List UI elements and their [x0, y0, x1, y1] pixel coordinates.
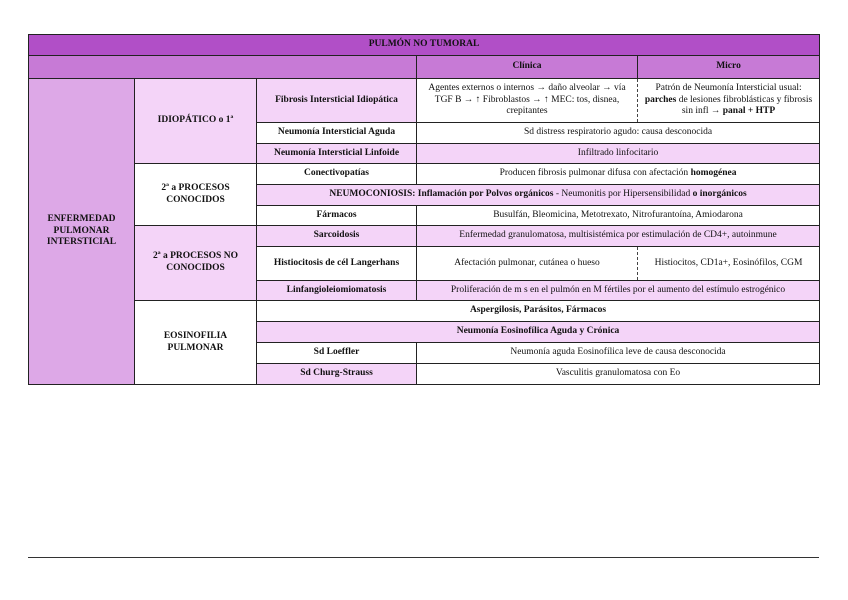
category-procesos-no-conocidos: 2ª a PROCESOS NO CONOCIDOS — [135, 226, 257, 301]
eosinofilia-banner-1: Aspergilosis, Parásitos, Fármacos — [257, 301, 820, 322]
micro-cell: Histiocitos, CD1a+, Eosinófilos, CGM — [638, 247, 820, 281]
description-cell: Neumonía aguda Eosinofílica leve de causa desconocida — [417, 343, 820, 364]
disease-name: Sarcoidosis — [257, 226, 417, 247]
table-title: PULMÓN NO TUMORAL — [29, 35, 820, 56]
disease-name: Neumonía Intersticial Linfoide — [257, 144, 417, 164]
col-header-clinica: Clínica — [417, 56, 638, 79]
disease-name: Fármacos — [257, 206, 417, 226]
disease-name: Sd Churg-Strauss — [257, 364, 417, 385]
description-cell: Enfermedad granulomatosa, multisistémica por estimulación de CD4+, autoinmune — [417, 226, 820, 247]
clinica-cell: Afectación pulmonar, cutánea o hueso — [417, 247, 638, 281]
category-idiopatico: IDIOPÁTICO o 1ª — [135, 79, 257, 164]
category-procesos-conocidos: 2ª a PROCESOS CONOCIDOS — [135, 164, 257, 226]
description-cell: Busulfán, Bleomicina, Metotrexato, Nitrofurantoína, Amiodarona — [417, 206, 820, 226]
header-spacer — [29, 56, 417, 79]
description-cell: Vasculitis granulomatosa con Eo — [417, 364, 820, 385]
column-header-row — [29, 56, 820, 79]
disease-name: Linfangioleiomiomatosis — [257, 281, 417, 301]
clinica-cell: Agentes externos o internos → daño alveolar → vía TGF B → ↑ Fibroblastos → ↑ MEC: tos, disnea, crepitantes — [417, 79, 638, 123]
table-row — [29, 226, 820, 247]
disease-name: Histiocitosis de cél Langerhans — [257, 247, 417, 281]
table-row — [29, 301, 820, 322]
col-header-micro: Micro — [638, 56, 820, 79]
table-row — [29, 79, 820, 123]
group-label: ENFERMEDAD PULMONAR INTERSTICIAL — [29, 79, 135, 385]
footer-divider — [28, 557, 819, 558]
description-cell: Proliferación de m s en el pulmón en M fértiles por el aumento del estímulo estrogénico — [417, 281, 820, 301]
disease-name: Sd Loeffler — [257, 343, 417, 364]
disease-name: Neumonía Intersticial Aguda — [257, 123, 417, 144]
category-eosinofilia: EOSINOFILIA PULMONAR — [135, 301, 257, 385]
micro-cell: Patrón de Neumonía Intersticial usual: parches de lesiones fibroblásticas y fibrosis sin infl → panal + HTP — [638, 79, 820, 123]
eosinofilia-banner-2: Neumonía Eosinofílica Aguda y Crónica — [257, 322, 820, 343]
neumoconiosis-cell: NEUMOCONIOSIS: Inflamación por Polvos orgánicos - Neumonitis por Hipersensibilidad o inorgánicos — [257, 185, 820, 206]
table-row — [29, 164, 820, 185]
description-cell: Producen fibrosis pulmonar difusa con afectación homogénea — [417, 164, 820, 185]
disease-name: Conectivopatías — [257, 164, 417, 185]
description-cell: Infiltrado linfocitario — [417, 144, 820, 164]
description-cell: Sd distress respiratorio agudo: causa desconocida — [417, 123, 820, 144]
summary-table — [28, 34, 820, 385]
title-row — [29, 35, 820, 56]
disease-name: Fibrosis Intersticial Idiopática — [257, 79, 417, 123]
